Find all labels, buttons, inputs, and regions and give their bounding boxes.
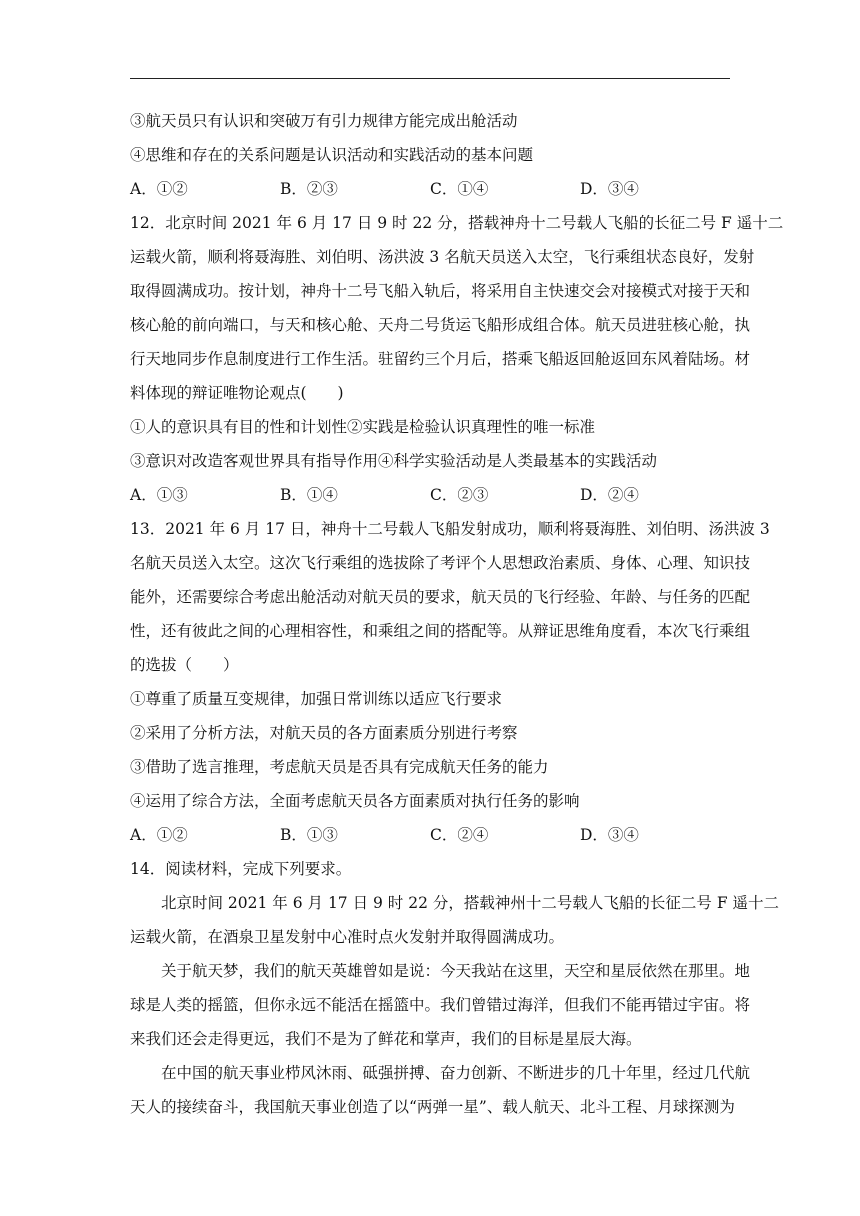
q11-option-a: A．①② — [130, 180, 188, 198]
q12-line: 料体现的辩证唯物论观点( ) — [130, 384, 344, 402]
q14-title: 14．阅读材料，完成下列要求。 — [130, 860, 352, 878]
q13-option-c: C．②④ — [430, 826, 489, 844]
q13-statement: ④运用了综合方法，全面考虑航天员各方面素质对执行任务的影响 — [130, 792, 580, 810]
q13-line: 的选拔（ ） — [130, 656, 239, 674]
q12-option-a: A．①③ — [130, 486, 188, 504]
q11-options — [130, 179, 730, 199]
q12-line: 行天地同步作息制度进行工作生活。驻留约三个月后，搭乘飞船返回舱返回东风着陆场。材 — [130, 350, 751, 368]
q12-option-b: B．①④ — [280, 486, 338, 504]
q12-line: 运载火箭，顺利将聂海胜、刘伯明、汤洪波 3 名航天员送入太空，飞行乘组状态良好，发射 — [130, 248, 755, 266]
q11-option-d: D．③④ — [580, 180, 639, 198]
q14-paragraph-1: 运载火箭，在酒泉卫星发射中心准时点火发射并取得圆满成功。 — [130, 928, 565, 946]
q12-line: 12．北京时间 2021 年 6 月 17 日 9 时 22 分，搭载神舟十二号载人飞船的长征二号 F 遥十二 — [130, 214, 784, 232]
q13-statement: ②采用了分析方法，对航天员的各方面素质分别进行考察 — [130, 724, 518, 742]
q14-paragraph-3: 在中国的航天事业栉风沐雨、砥强拼搏、奋力创新、不断进步的几十年里，经过几代航 — [161, 1064, 751, 1082]
q12-line: 核心舱的前向端口，与天和核心舱、天舟二号货运飞船形成组合体。航天员进驻核心舱，执 — [130, 316, 751, 334]
q12-statements-3-4: ③意识对改造客观世界具有指导作用④科学实验活动是人类最基本的实践活动 — [130, 452, 658, 470]
q12-option-d: D．②④ — [580, 486, 639, 504]
q11-option-c: C．①④ — [430, 180, 489, 198]
q13-line: 能外，还需要综合考虑出舱活动对航天员的要求，航天员的飞行经验、年龄、与任务的匹配 — [130, 588, 751, 606]
q13-statement: ①尊重了质量互变规律，加强日常训练以适应飞行要求 — [130, 690, 503, 708]
q13-statement: ③借助了选言推理，考虑航天员是否具有完成航天任务的能力 — [130, 758, 549, 776]
q13-option-a: A．①② — [130, 826, 188, 844]
q14-paragraph-3: 天人的接续奋斗，我国航天事业创造了以“两弹一星”、载人航天、北斗工程、月球探测为 — [130, 1098, 735, 1116]
q11-statement-3: ③航天员只有认识和突破万有引力规律方能完成出舱活动 — [130, 112, 518, 130]
q14-paragraph-2: 来我们还会走得更远，我们不是为了鲜花和掌声，我们的目标是星辰大海。 — [130, 1030, 642, 1048]
q13-option-b: B．①③ — [280, 826, 338, 844]
q12-option-c: C．②③ — [430, 486, 489, 504]
q12-line: 取得圆满成功。按计划，神舟十二号飞船入轨后，将采用自主快速交会对接模式对接于天和 — [130, 282, 751, 300]
q12-statements-1-2: ①人的意识具有目的性和计划性②实践是检验认识真理性的唯一标准 — [130, 418, 596, 436]
q13-line: 名航天员送入太空。这次飞行乘组的选拔除了考评个人思想政治素质、身体、心理、知识技 — [130, 554, 751, 572]
q13-options — [130, 825, 730, 845]
q12-options — [130, 485, 730, 505]
q11-option-b: B．②③ — [280, 180, 338, 198]
q13-option-d: D．③④ — [580, 826, 639, 844]
q14-paragraph-2: 球是人类的摇篮，但你永远不能活在摇篮中。我们曾错过海洋，但我们不能再错过宇宙。将 — [130, 996, 751, 1014]
q14-paragraph-2: 关于航天梦，我们的航天英雄曾如是说：今天我站在这里，天空和星辰依然在那里。地 — [161, 962, 751, 980]
q11-statement-4: ④思维和存在的关系问题是认识活动和实践活动的基本问题 — [130, 146, 534, 164]
header-rule — [130, 78, 730, 79]
q13-line: 性，还有彼此之间的心理相容性，和乘组之间的搭配等。从辩证思维角度看，本次飞行乘组 — [130, 622, 751, 640]
q13-line: 13．2021 年 6 月 17 日，神舟十二号载人飞船发射成功，顺利将聂海胜、刘伯明、汤洪波 3 — [130, 520, 770, 538]
q14-paragraph-1: 北京时间 2021 年 6 月 17 日 9 时 22 分，搭载神州十二号载人飞船的长征二号 F 遥十二 — [161, 894, 779, 912]
